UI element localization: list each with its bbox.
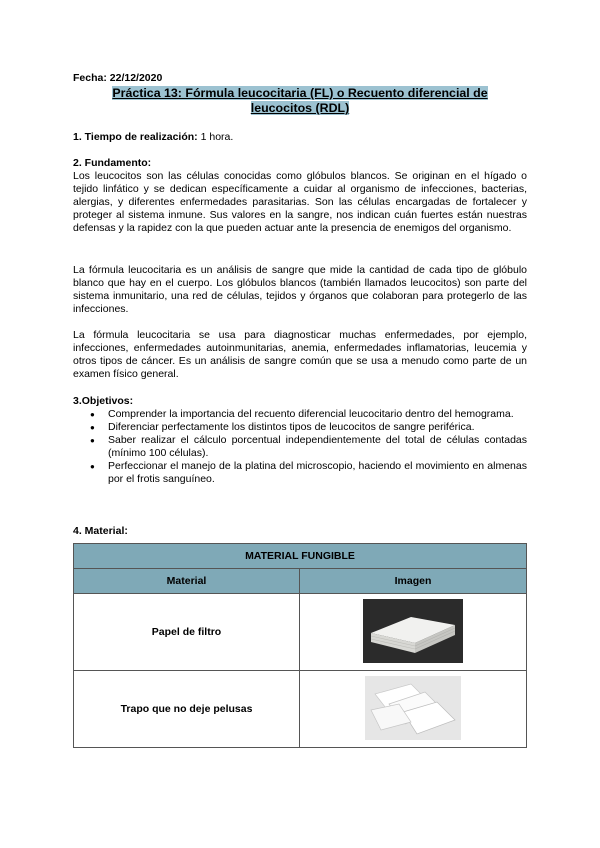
table-header-row [74,569,527,594]
page-title [100,86,500,116]
table-caption: MATERIAL FUNGIBLE [74,544,527,569]
section-material-heading: 4. Material: [73,525,128,537]
material-table [73,543,527,748]
objetivo-item: ● Diferenciar perfectamente los distintos tipos de leucocitos de sangre periférica. [73,421,527,434]
fundamento-paragraph-2: La fórmula leucocitaria es un análisis de sangre que mide la cantidad de cada tipo de glóbulo blanco que hay en el cuerpo. Los glóbulos blancos (también llamados leucocitos) son parte del sistema inmunitario, una red de células, tejidos y órganos que colaboran para protegerlo de las infecciones. [73,264,527,315]
section-time-value: 1 hora. [197,131,234,143]
section-fundamento [73,157,527,235]
section-fundamento-heading: 2. Fundamento: [73,157,152,169]
material-image-cell [300,594,527,671]
objetivos-list [73,408,527,486]
section-objetivos [73,395,527,486]
date-label: Fecha: 22/12/2020 [73,72,163,84]
page-title-text: Práctica 13: Fórmula leucocitaria (FL) o Recuento diferencial de leucocitos (RDL) [112,86,488,115]
section-objetivos-heading: 3.Objetivos: [73,395,134,407]
table-caption-row [74,544,527,569]
section-time [73,131,527,144]
objetivo-item: ● Perfeccionar el manejo de la platina del microscopio, haciendo el movimiento en almenas por el frotis sanguíneo. [73,460,527,486]
material-image-cell [300,671,527,748]
section-time-heading: 1. Tiempo de realización: [73,131,198,143]
column-header-material: Material [74,569,300,594]
objetivo-item: ● Saber realizar el cálculo porcentual independientemente del total de células contadas (mínimo 100 células). [73,434,527,460]
fundamento-paragraph-3: La fórmula leucocitaria se usa para diagnosticar muchas enfermedades, por ejemplo, infecciones, enfermedades autoinmunitarias, anemia, enfermedades inflamatorias, leucemia y otros tipos de cáncer. Es un análisis de sangre común que se usa a menudo como parte de un examen físico general. [73,329,527,380]
lint-free-cloth-sheets-image [365,676,461,740]
material-name: Papel de filtro [74,594,300,671]
fundamento-paragraph-1: Los leucocitos son las células conocidas como glóbulos blancos. Se originan en el hígado o tejido linfático y se dedican específicamente a cuidar al organismo de infecciones, bacterias, alergias, y diferentes enfermedades parasitarias. Son las células encargadas de fortalecer y proteger al sistema inmune. Sus valores en la sangre, nos indican cuán fuertes están nuestras defensas y la rapidez con la que pueden actuar ante la presencia de enemigos del organismo. [73,170,527,234]
filter-paper-stack-image [363,599,463,663]
objetivo-item: ● Comprender la importancia del recuento diferencial leucocitario dentro del hemograma. [73,408,527,421]
column-header-imagen: Imagen [300,569,527,594]
material-name: Trapo que no deje pelusas [74,671,300,748]
table-row [74,594,527,671]
table-row [74,671,527,748]
